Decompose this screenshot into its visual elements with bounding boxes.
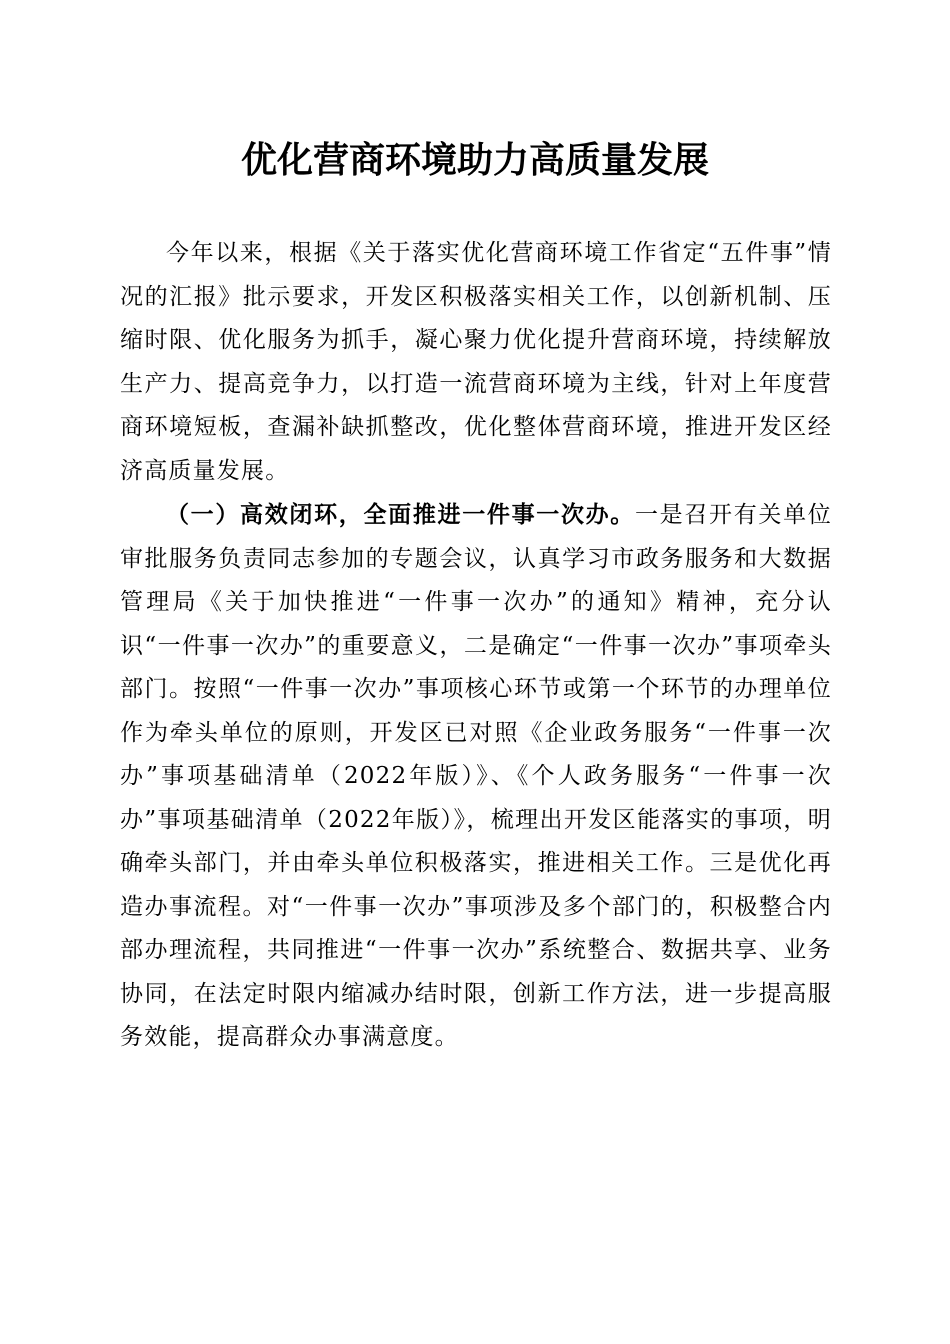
- document-body: [120, 232, 832, 1060]
- section-1-heading: （一）高效闭环，全面推进一件事一次办。: [166, 501, 635, 528]
- paragraph-intro-text: 今年以来，根据《关于落实优化营商环境工作省定“五件事”情况的汇报》批示要求，开发区积极落实相关工作，以创新机制、压缩时限、优化服务为抓手，凝心聚力优化提升营商环境，持续解放生产力、提高竞争力，以打造一流营商环境为主线，针对上年度营商环境短板，查漏补缺抓整改，优化整体营商环境，推进开发区经济高质量发展。: [120, 240, 832, 484]
- paragraph-intro: [120, 232, 832, 493]
- paragraph-section-1: [120, 493, 832, 1060]
- document-title: 优化营商环境助力高质量发展: [240, 139, 709, 181]
- section-1-text: 一是召开有关单位审批服务负责同志参加的专题会议，认真学习市政务服务和大数据管理局《关于加快推进“一件事一次办”的通知》精神，充分认识“一件事一次办”的重要意义，二是确定“一件事一次办”事项牵头部门。按照“一件事一次办”事项核心环节或第一个环节的办理单位作为牵头单位的原则，开发区已对照《企业政务服务“一件事一次办”事项基础清单（2022年版）》、《个人政务服务“一件事一次办”事项基础清单（2022年版）》，梳理出开发区能落实的事项，明确牵头部门，并由牵头单位积极落实，推进相关工作。三是优化再造办事流程。对“一件事一次办”事项涉及多个部门的，积极整合内部办理流程，共同推进“一件事一次办”系统整合、数据共享、业务协同，在法定时限内缩减办结时限，创新工作方法，进一步提高服务效能，提高群众办事满意度。: [120, 502, 832, 1050]
